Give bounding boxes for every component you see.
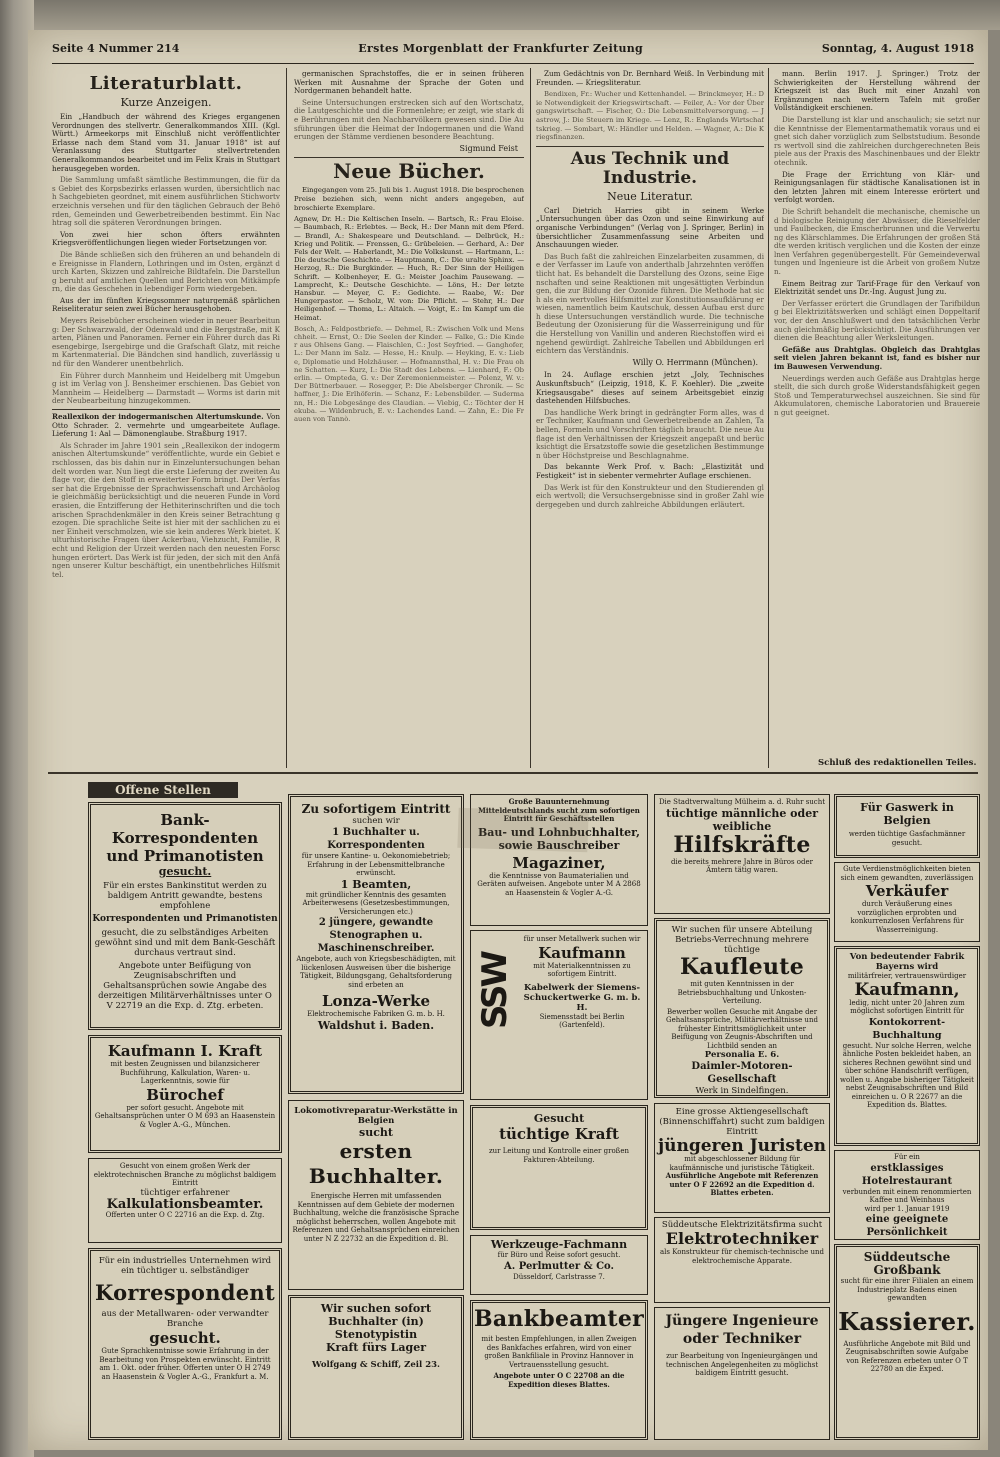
ad-grossbank-kassierer: Süddeutsche Großbank sucht für eine ihrer Filialen an einem Industrieplatz Badens einen gewandten Kassierer. Ausführliche Angebote mit Bild und Zeugnisabschriften sowie Aufgabe von Referenzen erbeten unter O T 22780 an die Exped. xyxy=(834,1244,980,1440)
ad-juristen: Eine grosse Aktiengesellschaft (Binnenschiffahrt) sucht zum baldigen Eintritt jüngeren Juristen mit abgeschlossener Bildung für kaufmännische und juristische Tätigkeit. Ausführliche Angebote mit Referenzen unter O F 22692 an die Expedition d. Blattes erbeten. xyxy=(654,1103,830,1213)
ad-bayern-kaufmann: Von bedeutender Fabrik Bayerns wird militärfreier, vertrauenswürdiger Kaufmann, ledig, nicht unter 20 Jahren zum möglichst sofortigen Eintritt für Kontokorrent-Buchhaltung gesucht. Nur solche Herren, welche ähnliche Posten bekleidet haben, an sicheres Rechnen gewöhnt sind und über schöne Handschrift verfügen, wollen u. Angabe bisheriger Tätigkeit nebst Zeugnisabschriften und Bild einreichen u. O R 22677 an die Expedition ds. Blattes. xyxy=(834,946,980,1146)
article-paragraph: Von zwei hier schon öfters erwähnten Kriegsveröffentlichungen liegen wieder Fortsetzungen vor. xyxy=(52,229,280,248)
paper-crease xyxy=(457,808,588,853)
article-paragraph: In 24. Auflage erschien jetzt „Joly, Technisches Auskunftsbuch“ (Leipzig, 1918, K. F. Koehler). Die „zweite Kriegsausgabe“ dieses auf seinem Arbeitsgebiet einzig dastehenden Hilfsbuches. xyxy=(536,370,764,406)
article-paragraph: Zum Gedächtnis von Dr. Bernhard Weiß. In Verbindung mit Freunden. — Kriegsliteratur. xyxy=(536,70,764,87)
article-paragraph: Das handliche Werk bringt in gedrängter Form alles, was der Techniker, Kaufmann und Gewerbetreibende an Zahlen, Tabellen, Formeln und Vorschriften täglich braucht. Die neue Auflage ist den Verhältnissen der Kriegszeit angepaßt und berücksichtigt die Ersatzstoffe sowie die gesetzlichen Bestimmungen über Höchstpreise und Beschlagnahme. xyxy=(536,407,764,460)
column-rule xyxy=(286,68,287,768)
neue-buecher-intro: Eingegangen vom 25. Juli bis 1. August 1918. Die besprochenen Preise beziehen sich, wenn nicht anders angegeben, auf broschierte Exemplare. xyxy=(294,186,524,212)
end-of-editorial-note: Schluß des redaktionellen Teiles. xyxy=(818,758,977,768)
newspaper-page xyxy=(28,30,988,1450)
ad-siemens-kabelwerk: SSW für unser Metallwerk suchen wir Kaufmann mit Materialkenntnissen zu sofortigem Eintritt. Kabelwerk der Siemens-Schuckertwerke G. m. b. H. Siemensstadt bei Berlin (Gartenfeld). xyxy=(470,930,648,1100)
article-paragraph: Die Frage der Errichtung von Klär- und Reinigungsanlagen für städtische Kanalisationen ist in den letzten Jahren mit einem Interesse erörtert und verfolgt worden. xyxy=(774,169,980,205)
article-paragraph: Aus der im fünften Kriegssommer naturgemäß spärlichen Reiseliteratur seien zwei Bücher herausgehoben. xyxy=(52,295,280,314)
neue-buecher-list: Agnew, Dr. H.: Die Keltischen Inseln. — Bartsch, R.: Frau Eloise. — Baumbach, R.: Erlebtes. — Beck, H.: Der Mann mit dem Pferd. — Brandl, A.: Shakespeare und Deutschland. — Delbrück, H.: Krieg und Politik. — Frenssen, G.: Grübeleien. — Gerhard, A.: Der Fels der Welt. — Haberlandt, M.: Die Volkskunst. — Hartmann, L.: Die deutsche Geschichte. — Hauptmann, C.: Die uralte Sphinx. — Herzog, R.: Die Burgkinder. — Huch, R.: Der Sinn der Heiligen Schrift. — Kolbenheyer, E. G.: Meister Joachim Pausewang. — Lamprecht, K.: Deutsche Geschichte. — Löns, H.: Der letzte Hansbur. — Meyer, C. F.: Gedichte. — Raabe, W.: Der Hungerpastor. — Scholz, W. von: Die Pflicht. — Stehr, H.: Der Heiligenhof. — Thoma, L.: Altaich. — Voigt, E.: Im Kampf um die Heimat. xyxy=(294,215,524,322)
ad-verkaeufer: Gute Verdienstmöglichkeiten bieten sich einem gewandten, zuverlässigen Verkäufer durch Veräußerung eines vorzüglichen erprobten und konkurrenzlosen Verfahrens für Wasserreinigung. xyxy=(834,862,980,942)
article-paragraph: Das bekannte Werk Prof. v. Bach: „Elastizität und Festigkeit“ ist in siebenter vermehrter Auflage erschienen. xyxy=(536,462,764,480)
scanner-top-edge xyxy=(0,0,1000,30)
article-paragraph: Ein „Handbuch der während des Krieges ergangenen Verordnungen des stellvertr. Generalkommandos XIII. (Kgl. Württ.) Armeekorps mit Einschluß nicht veröffentlichter Erlasse nach dem Stand vom 31. Januar 1918“ ist auf Veranlassung des Stuttgarter stellvertretenden Generalkommandos bearbeitet und im Felix Krais in Stuttgart herausgegeben worden. xyxy=(52,112,280,173)
article-paragraph: Die Sammlung umfaßt sämtliche Bestimmungen, die für das Gebiet des Korpsbezirks erlassen wurden, übersichtlich nach Sachgebieten geordnet, mit einem ausführlichen Stichwortverzeichnis versehen und für den täglichen Gebrauch der Behörden, Gemeinden und Gewerbetreibenden bestimmt. Ein Nachtrag soll die späteren Verordnungen bringen. xyxy=(52,175,280,228)
article-paragraph: germanischen Sprachstoffes, die er in seinen früheren Werken mit Ausnahme der Sprache der Goten und Nordgermanen behandelt hatte. xyxy=(294,70,524,96)
article-paragraph: Carl Dietrich Harries gibt in seinem Werke „Untersuchungen über das Ozon und seine Einwirkung auf organische Verbindungen“ (Verlag von J. Springer, Berlin) in übersichtlicher Zusammenfassung seine Arbeiten und Anschauungen wieder. xyxy=(536,205,764,250)
article-paragraph: Das Werk ist für den Konstrukteur und den Studierenden gleich wertvoll; die Versuchsergebnisse sind in großer Zahl wiedergegeben und durch zahlreiche Abbildungen erläutert. xyxy=(536,482,764,509)
ad-gaswerk-belgien: Für Gaswerk in Belgien werden tüchtige Gasfachmänner gesucht. xyxy=(834,794,980,858)
article-paragraph: Meyers Reisebücher erscheinen wieder in neuer Bearbeitung: Der Schwarzwald, der Odenwald und die Bergstraße, mit Karten, Plänen und Panoramen. Ferner ein Führer durch das Riesengebirge, Isergebirge und die Grafschaft Glatz, mit reichem Kartenmaterial. Die Bändchen sind handlich, zuverlässig und für den Wanderer unentbehrlich. xyxy=(52,316,280,369)
ad-kaufmann-kraft: Kaufmann I. Kraft mit besten Zeugnissen und bilanzsicherer Buchführung, Kalkulation, Waren- u. Lagerkenntnis, sowie für Bürochef per sofort gesucht. Angebote mit Gehaltsansprüchen unter O M 693 an Haasenstein & Vogler A.-G., München. xyxy=(88,1035,282,1153)
masthead-page-number: Seite 4 Nummer 214 xyxy=(52,42,180,55)
ad-ingenieure: Jüngere Ingenieure oder Techniker zur Bearbeitung von Ingenieurgängen und technischen Angelegenheiten zu möglichst baldigem Eintritt gesucht. xyxy=(654,1307,830,1440)
literaturblatt-title: Literaturblatt. xyxy=(89,73,243,94)
ad-muelheim-hilfskraefte: Die Stadtverwaltung Mülheim a. d. Ruhr sucht tüchtige männliche oder weibliche Hilfskräfte die bereits mehrere Jahre in Büros oder Ämtern tätig waren. xyxy=(654,794,830,914)
technik-title: Aus Technik und Industrie. xyxy=(536,146,764,188)
kriegsliteratur-list: Bendixen, Fr.: Wucher und Kettenhandel. — Brinckmeyer, H.: Die Notwendigkeit der Kriegswirtschaft. — Feiler, A.: Vor der Übergangswirtschaft. — Fischer, O.: Die Lebensmittelversorgung. — Jastrow, J.: Die Steuern im Kriege. — Lenz, R.: Englands Wirtschaftskrieg. — Sombart, W.: Händler und Helden. — Wagner, A.: Die Kriegsfinanzen. xyxy=(536,90,764,142)
article-paragraph: mann. Berlin 1917. J. Springer.) Trotz der Schwierigkeiten der Herstellung während der Kriegszeit ist das Buch mit einer Anzahl von Ergänzungen nach weitern Tafeln mit großer Vollständigkeit erschienen. xyxy=(774,70,980,113)
author-signature: Sigmund Feist xyxy=(459,143,518,153)
article-paragraph: Als Schrader im Jahre 1901 sein „Reallexikon der indogermanischen Altertumskunde“ veröffentlichte, wurde ein Gebiet erschlossen, das bis dahin nur in Einzeluntersuchungen behandelt worden war. Nun liegt die erste Lieferung der zweiten Auflage vor, die den Stoff in erweiterter Form bringt. Der Verfasser hat die Ergebnisse der Sprachwissenschaft und Archäologie gleichmäßig berücksichtigt und die neueren Funde in Vorderasien, die Entzifferung der Hethiterinschriften und die tocharischen Sprachdenkmäler in den Kreis seiner Betrachtung gezogen. Die sprachliche Seite ist hier mit der sachlichen zu einer Einheit verschmolzen, wie sie kein anderes Werk bietet. Kulturhistorische Fragen über Ackerbau, Viehzucht, Familie, Recht und Religion der Urzeit werden nach den neuesten Forschungen erörtert. Das Werk ist für jeden, der sich mit den Anfängen unserer Kultur beschäftigt, ein unentbehrliches Hilfsmittel. xyxy=(52,440,280,579)
ad-bankbeamter: Bankbeamter mit besten Empfehlungen, in allen Zweigen des Bankfaches erfahren, wird von einer großen Bankfiliale in Provinz Hannover in Vertrauensstellung gesucht. Angebote unter O C 22708 an die Expedition dieses Blattes. xyxy=(470,1300,648,1440)
ad-tuechtige-kraft: Gesucht tüchtige Kraft zur Leitung und Kontrolle einer großen Fakturen-Abteilung. xyxy=(470,1105,648,1230)
ad-wolfgang-schiff: Wir suchen sofort Buchhalter (in) Stenotypistin Kraft fürs Lager Wolfgang & Schiff, Zeil 23. xyxy=(288,1295,464,1440)
article-paragraph: Neuerdings werden auch Gefäße aus Drahtglas hergestellt, die sich durch große Widerstandsfähigkeit gegen Stoß und Temperaturwechsel auszeichnen. Sie sind für Akkumulatoren, chemische Laboratorien und Brauereien gut geeignet. xyxy=(774,373,980,417)
article-paragraph: Der Verfasser erörtert die Grundlagen der Tarifbildung bei Elektrizitätswerken und schlägt einen Doppeltarif vor, der den Anschlußwert und den tatsächlichen Verbrauch gleichmäßig berücksichtigt. Die Ausführungen verdienen die Beachtung aller Werksleitungen. xyxy=(774,298,980,343)
neue-buecher-title: Neue Bücher. xyxy=(294,157,524,182)
masthead-date: Sonntag, 4. August 1918 xyxy=(821,42,974,55)
kurze-anzeigen-heading: Kurze Anzeigen. xyxy=(120,96,212,109)
ad-elektrotechniker: Süddeutsche Elektrizitätsfirma sucht Elektrotechniker als Konstrukteur für chemisch-technische und elektrochemische Apparate. xyxy=(654,1217,830,1303)
middle-column xyxy=(294,70,524,770)
ad-bank-korrespondenten: Bank-Korrespondenten und Primanotisten gesucht. Für ein erstes Bankinstitut werden zu baldigem Antritt gewandte, bestens empfohlene Korrespondenten und Primanotisten gesucht, die zu selbständiges Arbeiten gewöhnt sind und mit dem Bank-Geschäft durchaus vertraut sind. Angebote unter Beifügung von Zeugnisabschriften und Gehaltsansprüchen sowie Angabe des derzeitigen Militärverhältnisses unter O V 22719 an die Exp. d. Ztg. erbeten. xyxy=(88,802,282,1030)
section-divider xyxy=(48,772,978,774)
article-paragraph: Die Bände schließen sich den früheren an und behandeln die Ereignisse in Flandern, Lothringen und im Osten, ergänzt durch Karten, Skizzen und zahlreiche Bildtafeln. Die Darstellung beruht auf amtlichen Quellen und Berichten von Mitkämpfern, die das Geschehen in lebendiger Form wiedergeben. xyxy=(52,249,280,294)
column-rule xyxy=(768,68,769,768)
masthead xyxy=(52,42,974,64)
column-rule xyxy=(530,68,531,768)
far-right-column xyxy=(774,70,980,770)
article-paragraph: Gefäße aus Drahtglas. Obgleich das Drahtglas seit vielen Jahren bekannt ist, fand es bisher nur im Bauwesen Verwendung. xyxy=(774,344,980,371)
technik-column xyxy=(536,70,764,770)
ssw-logo: SSW xyxy=(475,953,515,1029)
neue-literatur-heading: Neue Literatur. xyxy=(607,189,693,203)
author-signature: Willy O. Herrmann (München). xyxy=(632,357,758,367)
article-paragraph: Einem Beitrag zur Tarif-Frage für den Verkauf von Elektrizität sendet uns Dr.-Ing. August Jung zu. xyxy=(774,278,980,297)
article-paragraph: Seine Untersuchungen erstrecken sich auf den Wortschatz, die Lautgeschichte und die Formenlehre; er zeigt, wie stark die Berührungen mit den Nachbarvölkern gewesen sind. Die Ausführungen über die Heimat der Indogermanen und die Wanderungen der Stämme verdienen besondere Beachtung. xyxy=(294,97,524,142)
article-paragraph: Das Buch faßt die zahlreichen Einzelarbeiten zusammen, die der Verfasser im Laufe von anderthalb Jahrzehnten veröffentlicht hat. Es behandelt die Darstellung des Ozons, seine Eigenschaften und seine Reaktionen mit ungesättigten Verbindungen, die zur Bildung der Ozonide führen. Die Methode hat sich als ein wertvolles Hilfsmittel zur Konstitutionsaufklärung erwiesen, namentlich beim Kautschuk, dessen Aufbau erst durch diese Untersuchungen verständlich wurde. Die technische Bedeutung der Ozonisierung für die Wasserreinigung und für die Herstellung von Vanillin und anderen Riechstoffen wird eingehend gewürdigt. Zahlreiche Tabellen und Abbildungen erleichtern das Verständnis. xyxy=(536,251,764,356)
ad-korrespondent: Für ein industrielles Unternehmen wird ein tüchtiger u. selbständiger Korrespondent aus der Metallwaren- oder verwandter Branche gesucht. Gute Sprachkenntnisse sowie Erfahrung in der Bearbeitung von Prospekten erwünscht. Eintritt am 1. Okt. oder früher. Offerten unter O H 2749 an Haasenstein & Vogler A.-G., Frankfurt a. M. xyxy=(88,1248,282,1440)
literaturblatt-column xyxy=(52,70,280,770)
masthead-paper-name: Erstes Morgenblatt der Frankfurter Zeitung xyxy=(358,42,644,55)
offene-stellen-banner: Offene Stellen xyxy=(88,782,238,798)
article-paragraph: Die Darstellung ist klar und anschaulich; sie setzt nur die Kenntnisse der Elementarmathematik voraus und eignet sich daher vorzüglich zum Selbststudium. Besonders wertvoll sind die zahlreichen durchgerechneten Beispiele aus der Praxis des Maschinenbaues und der Elektrotechnik. xyxy=(774,114,980,167)
ad-bauunternehmung: Große Bauunternehmung Mitteldeutschlands sucht zum sofortigen Eintritt für Geschäftsstellen Bau- und Lohnbuchhalter, sowie Bauschreiber Magaziner, die Kenntnisse von Baumaterialien und Geräten aufweisen. Angebote unter M A 2868 an Haasenstein & Vogler A.-G. xyxy=(470,794,648,926)
ad-lonza-werke: Zu sofortigem Eintritt suchen wir 1 Buchhalter u. Korrespondenten für unsere Kantine- u. Oekonomiebetrieb; Erfahrung in der Lebensmittelbranche erwünscht. 1 Beamten, mit gründlicher Kenntnis des gesamten Arbeiterwesens (Gesetzesbestimmungen, Versicherungen etc.) 2 jüngere, gewandte Stenographen u. Maschinenschreiber. Angebote, auch von Kriegsbeschädigten, mit lückenlosen Ausweisen über die bisherige Tätigkeit, Bildungsgang, Gehaltsforderung sind erbeten an Lonza-Werke Elektrochemische Fabriken G. m. b. H. Waldshut i. Baden. xyxy=(288,794,464,1094)
ad-hotelrestaurant: Für ein erstklassiges Hotelrestaurant verbunden mit einem renommierten Kaffee und Weinhaus wird per 1. Januar 1919 eine geeignete Persönlichkeit xyxy=(834,1150,980,1240)
ad-lokomotiv-werkstaette: Lokomotivreparatur-Werkstätte in Belgien sucht ersten Buchhalter. Energische Herren mit umfassenden Kenntnissen auf dem Gebiete der modernen Buchhaltung, welche die französische Sprache möglichst beherrschen, wollen Angebote mit Referenzen und Gehaltsansprüchen einreichen unter N Z 22732 an die Expedition d. Bl. xyxy=(288,1100,464,1290)
ad-daimler-kaufleute: Wir suchen für unsere Abteilung Betriebs-Verrechnung mehrere tüchtige Kaufleute mit guten Kenntnissen in der Betriebsbuchhaltung und Unkosten-Verteilung. Bewerber wollen Gesuche mit Angabe der Gehaltsansprüche, Militärverhältnisse und frühester Eintrittsmöglichkeit unter Beifügung von Zeugnis-Abschriften und Lichtbild senden an Personalia E. 6. Daimler-Motoren-Gesellschaft Werk in Sindelfingen. xyxy=(654,918,830,1098)
neue-buecher-list: Bosch, A.: Feldpostbriefe. — Dehmel, R.: Zwischen Volk und Menschheit. — Ernst, O.: Die Seelen der Kinder. — Falke, G.: Die Kinder aus Ohlsens Gang. — Flaischlen, C.: Jost Seyfried. — Ganghofer, L.: Der Mann im Salz. — Hesse, H.: Knulp. — Heyking, E. v.: Liebe, Diplomatie und Holzhäuser. — Hofmannsthal, H. v.: Die Frau ohne Schatten. — Kurz, I.: Die Stadt des Lebens. — Lienhard, F.: Oberlin. — Ompteda, G. v.: Der Zeremonienmeister. — Polenz, W. v.: Der Büttnerbauer. — Rosegger, P.: Die Abelsberger Chronik. — Schaffner, J.: Die Erlhöferin. — Schanz, F.: Lebensbilder. — Sudermann, H.: Die Lobgesänge des Claudian. — Viebig, C.: Töchter der Hekuba. — Wildenbruch, E. v.: Lachendes Land. — Zahn, E.: Die Frauen von Tannò. xyxy=(294,324,524,423)
ad-perlmutter: Werkzeuge-Fachmann für Büro und Reise sofort gesucht. A. Perlmutter & Co. Düsseldorf, Carlstrasse 7. xyxy=(470,1235,648,1295)
article-paragraph: Ein Führer durch Mannheim und Heidelberg mit Umgebung ist im Verlag von J. Bensheimer erschienen. Das Gebiet von Mannheim — Heidelberg — Darmstadt — Worms ist darin mit der Neubearbeitung hinzugekommen. xyxy=(52,370,280,406)
reallexikon-heading: Reallexikon der indogermanischen Altertumskunde. Von Otto Schrader. 2. vermehrte und umgearbeitete Auflage. Lieferung 1: Aal — Dämonenglaube. Straßburg 1917. xyxy=(52,409,280,439)
ad-kalkulationsbeamter: Gesucht von einem großen Werk der elektrotechnischen Branche zu möglichst baldigem Eintritt tüchtiger erfahrener Kalkulationsbeamter. Offerten unter O C 22716 an die Exp. d. Ztg. xyxy=(88,1158,282,1243)
article-paragraph: Die Schrift behandelt die mechanische, chemische und biologische Reinigung der Abwässer, die Rieselfelder und Faulbecken, die Emscherbrunnen und die Verwertung des Klärschlammes. Die Erfahrungen der großen Städte werden kritisch verglichen und die Kosten der einzelnen Verfahren gegenübergestellt. Für Gemeindeverwaltungen und Ingenieure ist die Arbeit von großem Nutzen. xyxy=(774,206,980,277)
